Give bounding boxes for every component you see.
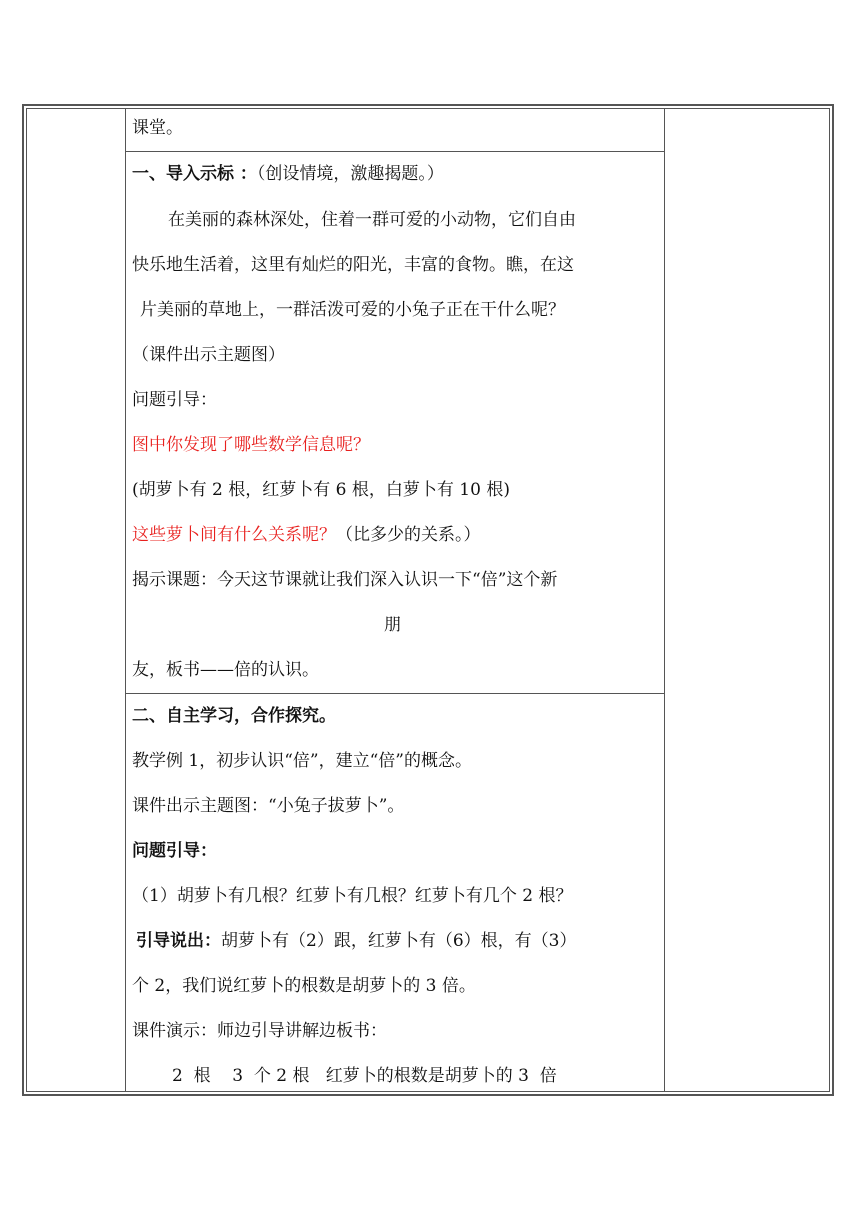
text-line: 课堂。 xyxy=(132,118,183,138)
paragraph-line: 课件出示主题图：“小兔子拔萝卜”。 xyxy=(132,796,405,816)
paragraph-line: 片美丽的草地上，一群活泼可爱的小兔子正在干什么呢？ xyxy=(140,300,565,320)
guided-answer-line xyxy=(136,930,576,952)
guided-text: 胡萝卜有（2）跟，红萝卜有（6）根，有（3） xyxy=(221,931,577,951)
paragraph-line: 友，板书——倍的认识。 xyxy=(132,660,319,680)
paragraph-line: 揭示课题：今天这节课就让我们深入认识一下“倍”这个新 xyxy=(132,570,558,590)
paragraph-line: （1）胡萝卜有几根？红萝卜有几根？红萝卜有几个 2 根？ xyxy=(132,886,573,906)
paragraph-line: 在美丽的森林深处，住着一群可爱的小动物，它们自由 xyxy=(168,210,576,230)
row-divider-1 xyxy=(125,151,664,152)
paragraph-line: 快乐地生活着，这里有灿烂的阳光，丰富的食物。瞧，在这 xyxy=(132,255,574,275)
question-text: 这些萝卜间有什么关系呢？ xyxy=(132,525,336,545)
section-two-heading: 二、自主学习，合作探究。 xyxy=(132,706,336,726)
board-writing-line: 2 根 3 个 2 根 红萝卜的根数是胡萝卜的 3 倍 xyxy=(172,1066,557,1086)
answer-text: （比多少的关系。） xyxy=(336,525,481,545)
paragraph-line: 课件演示：师边引导讲解边板书： xyxy=(132,1021,387,1041)
paragraph-line: 问题引导： xyxy=(132,390,217,410)
section-one-title: 一、导入示标 ： xyxy=(132,164,257,184)
row-divider-2 xyxy=(125,693,664,694)
paragraph-line: 教学例 1，初步认识“倍”，建立“倍”的概念。 xyxy=(132,751,472,771)
paragraph-line: （课件出示主题图） xyxy=(132,345,285,365)
paragraph-line: 个 2，我们说红萝卜的根数是胡萝卜的 3 倍。 xyxy=(132,976,476,996)
column-divider-left xyxy=(125,109,126,1091)
paragraph-line: 朋 xyxy=(384,615,401,635)
question-line: 图中你发现了哪些数学信息呢？ xyxy=(132,435,370,455)
answer-line: (胡萝卜有 2 根，红萝卜有 6 根，白萝卜有 10 根) xyxy=(132,480,510,500)
column-divider-right xyxy=(664,109,665,1091)
section-one-heading xyxy=(132,163,444,185)
guided-label: 引导说出： xyxy=(136,931,221,951)
section-one-subtitle: （创设情境，激趣揭题。） xyxy=(256,164,444,184)
subheading-line: 问题引导： xyxy=(132,841,217,861)
question-answer-line xyxy=(132,524,481,546)
